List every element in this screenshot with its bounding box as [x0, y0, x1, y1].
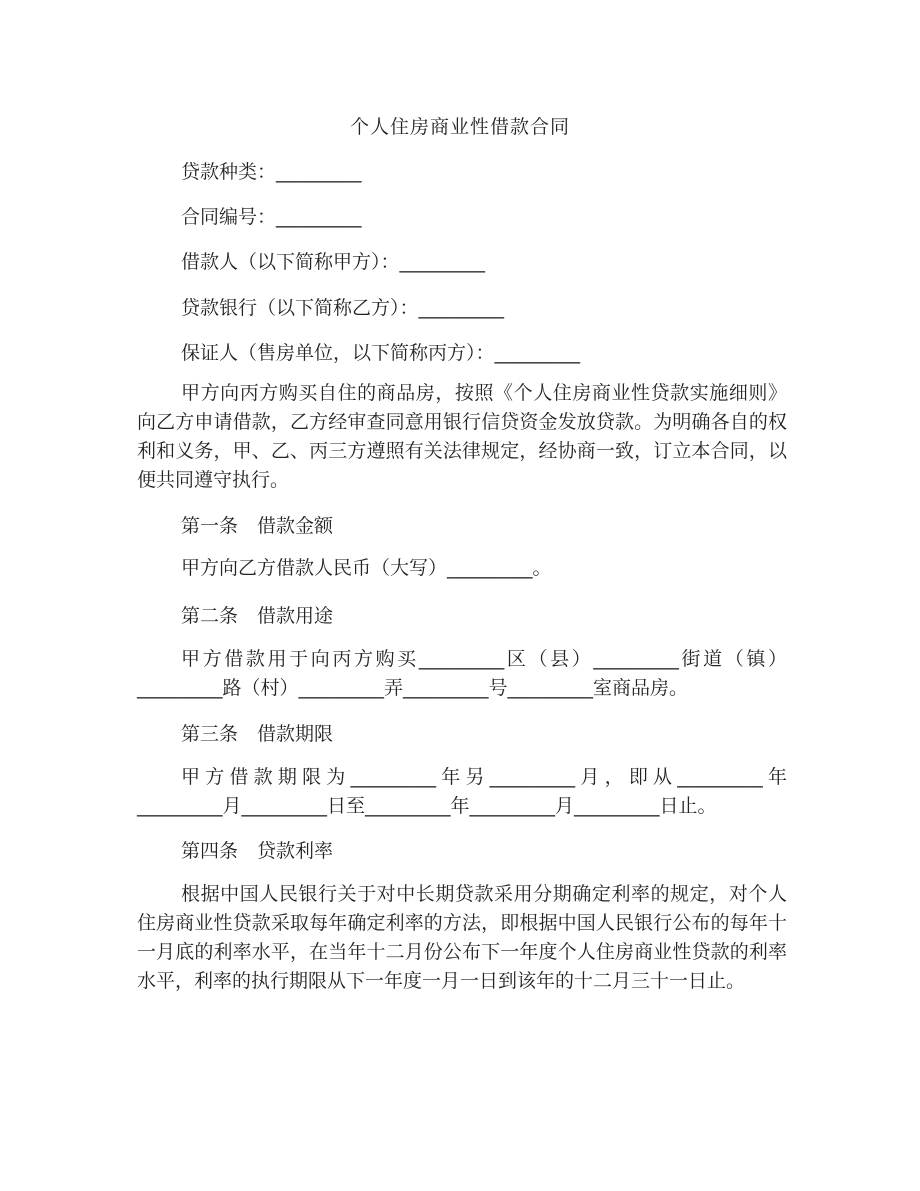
field-loan-type: 贷款种类：_________: [181, 161, 362, 183]
field-guarantor: 保证人（售房单位，以下简称丙方）：_________: [181, 342, 581, 364]
article-3-heading: 第三条 借款期限: [181, 723, 334, 745]
intro-paragraph: 甲方向丙方购买自住的商品房，按照《个人住房商业性贷款实施细则》向乙方申请借款，乙方经审查同意用银行信贷资金发放贷款。为明确各自的权利和义务，甲、乙、丙三方遵照有关法律规定，经协商一致，订立本合同，以便共同遵守执行。: [137, 382, 787, 491]
article-2-text: 甲方借款用于向丙方购买_________区（县）_________街道（镇）_________路（村）_________弄_________号_________室商品房。: [137, 648, 787, 699]
article-1-heading: 第一条 借款金额: [181, 515, 334, 537]
field-contract-number: 合同编号：_________: [181, 206, 362, 228]
field-borrower: 借款人（以下简称甲方）：_________: [181, 251, 486, 273]
article-4-text: 根据中国人民银行关于对中长期贷款采用分期确定利率的规定，对个人住房商业性贷款采取每年确定利率的方法，即根据中国人民银行公布的每年十一月底的利率水平，在当年十二月份公布下一年度个人住房商业性贷款的利率水平，利率的执行期限从下一年度一月一日到该年的十二月三十一日止。: [137, 883, 787, 992]
field-lender: 贷款银行（以下简称乙方）：_________: [181, 297, 505, 319]
article-2-heading: 第二条 借款用途: [181, 605, 334, 627]
article-3-text: 甲方借款期限为_________年另_________月，即从_________年_________月_________日至_________年_________月_________日止。: [137, 766, 787, 817]
article-1-text: 甲方向乙方借款人民币（大写）_________。: [181, 557, 552, 579]
article-4-heading: 第四条 贷款利率: [181, 840, 334, 862]
document-title: 个人住房商业性借款合同: [349, 116, 570, 138]
